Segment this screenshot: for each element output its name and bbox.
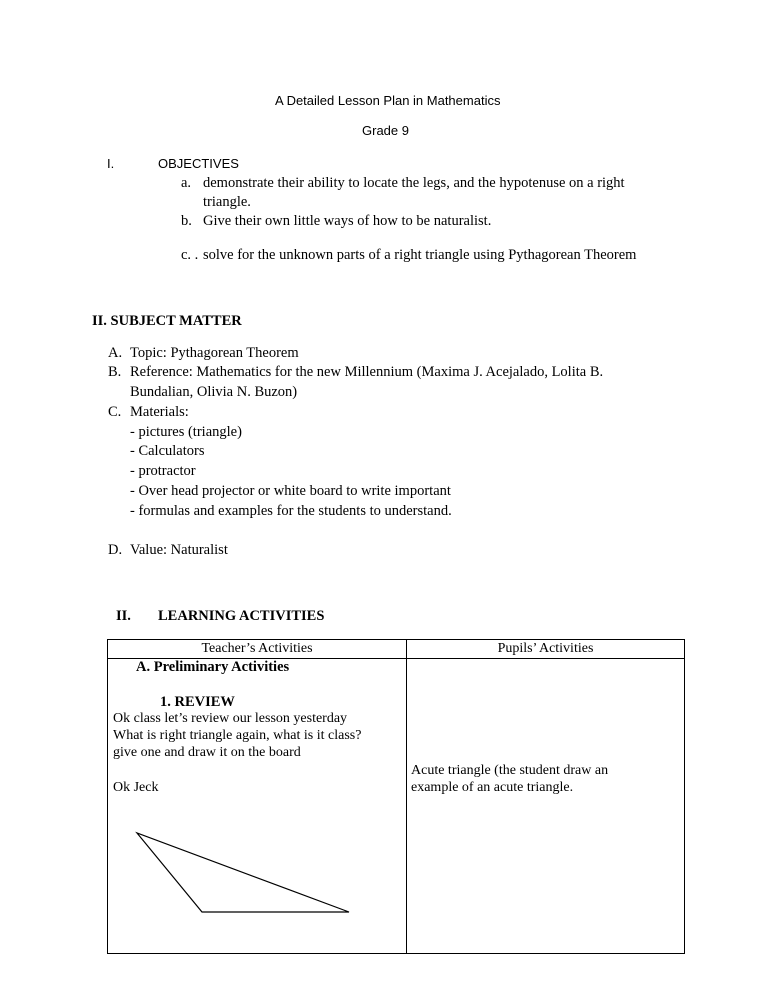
teacher-text-line: give one and draw it on the board — [113, 745, 301, 760]
pupils-column-header: Pupils’ Activities — [497, 641, 594, 656]
topic-text: Topic: Pythagorean Theorem — [130, 345, 299, 361]
topic-marker: A. — [108, 345, 123, 361]
preliminary-activities-heading: A. Preliminary Activities — [136, 659, 290, 675]
material-item: - protractor — [130, 463, 196, 479]
teacher-text-line: Ok class let’s review our lesson yesterday — [113, 711, 348, 726]
teacher-column-header: Teacher’s Activities — [201, 641, 313, 656]
pupils-activities-cell — [406, 658, 685, 954]
objective-a-text: demonstrate their ability to locate the legs, and the hypotenuse on a right — [203, 175, 625, 191]
objective-a-text-cont: triangle. — [203, 194, 251, 210]
teacher-call-student: Ok Jeck — [113, 780, 159, 795]
reference-text: Reference: Mathematics for the new Millennium (Maxima J. Acejalado, Lolita B. — [130, 364, 604, 380]
material-item: - Calculators — [130, 443, 205, 459]
materials-heading: Materials: — [130, 404, 189, 420]
objectives-numeral: I. — [107, 156, 115, 171]
objective-b-text: Give their own little ways of how to be naturalist. — [203, 213, 492, 229]
teacher-text-line: What is right triangle again, what is it class? — [113, 728, 362, 743]
value-text: Value: Naturalist — [130, 542, 228, 558]
review-heading: 1. REVIEW — [160, 694, 235, 710]
objective-c-marker: c. . — [181, 247, 199, 263]
objective-a-marker: a. — [181, 175, 192, 191]
triangle-shape — [137, 833, 349, 912]
objective-c-text: solve for the unknown parts of a right triangle using Pythagorean Theorem — [203, 247, 637, 263]
material-item: - pictures (triangle) — [130, 424, 242, 440]
value-marker: D. — [108, 542, 123, 558]
material-item: - Over head projector or white board to write important — [130, 483, 451, 499]
grade-label: Grade 9 — [362, 123, 409, 138]
learning-heading: LEARNING ACTIVITIES — [158, 608, 325, 624]
subject-matter-heading: II. SUBJECT MATTER — [92, 313, 242, 329]
acute-triangle-drawing — [130, 828, 355, 918]
objectives-heading: OBJECTIVES — [158, 156, 239, 171]
lesson-plan-title: A Detailed Lesson Plan in Mathematics — [275, 93, 501, 108]
pupil-answer-line: example of an acute triangle. — [411, 780, 574, 795]
learning-numeral: II. — [116, 608, 131, 624]
pupil-answer-line: Acute triangle (the student draw an — [411, 763, 609, 778]
reference-marker: B. — [108, 364, 122, 380]
materials-marker: C. — [108, 404, 122, 420]
reference-text-cont: Bundalian, Olivia N. Buzon) — [130, 384, 298, 400]
objective-b-marker: b. — [181, 213, 192, 229]
material-item: - formulas and examples for the students to understand. — [130, 503, 452, 519]
